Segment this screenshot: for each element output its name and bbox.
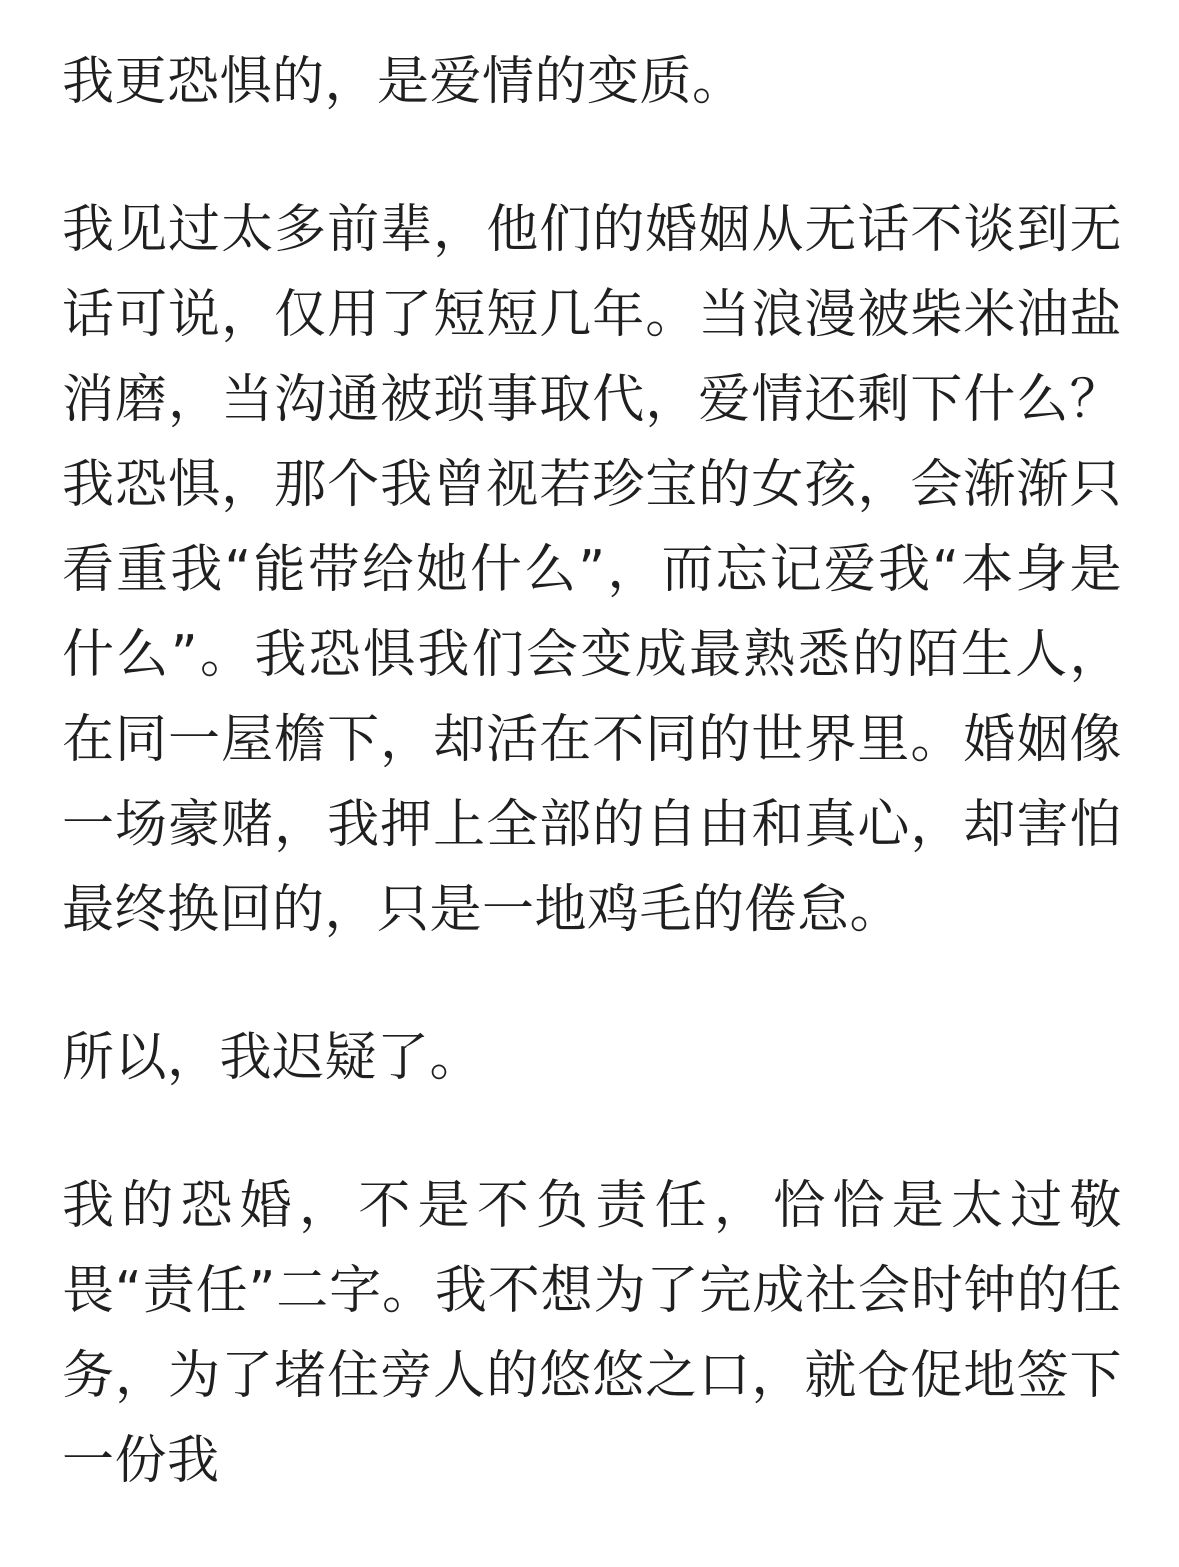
paragraph-1: 我更恐惧的，是爱情的变质。 [62,52,745,112]
paragraph-2: 我见过太多前辈，他们的婚姻从无话不谈到无话可说，仅用了短短几年。当浪漫被柴米油盐消磨，当沟通被琐事取代，爱情还剩下什么？我恐惧，那个我曾视若珍宝的女孩，会渐渐只看重我“能带给她什么”，而忘记爱我“本身是什么”。我恐惧我们会变成最熟悉的陌生人，在同一屋檐下，却活在不同的世界里。婚姻像一场豪赌，我押上全部的自由和真心，却害怕最终换回的，只是一地鸡毛的倦怠。 [62,200,1122,940]
paragraph-3: 所以，我迟疑了。 [62,1028,483,1088]
article-body [62,40,1122,1567]
paragraph-4: 我的恐婚，不是不负责任，恰恰是太过敬畏“责任”二字。我不想为了完成社会时钟的任务，为了堵住旁人的悠悠之口，就仓促地签下一份我 [62,1176,1122,1491]
